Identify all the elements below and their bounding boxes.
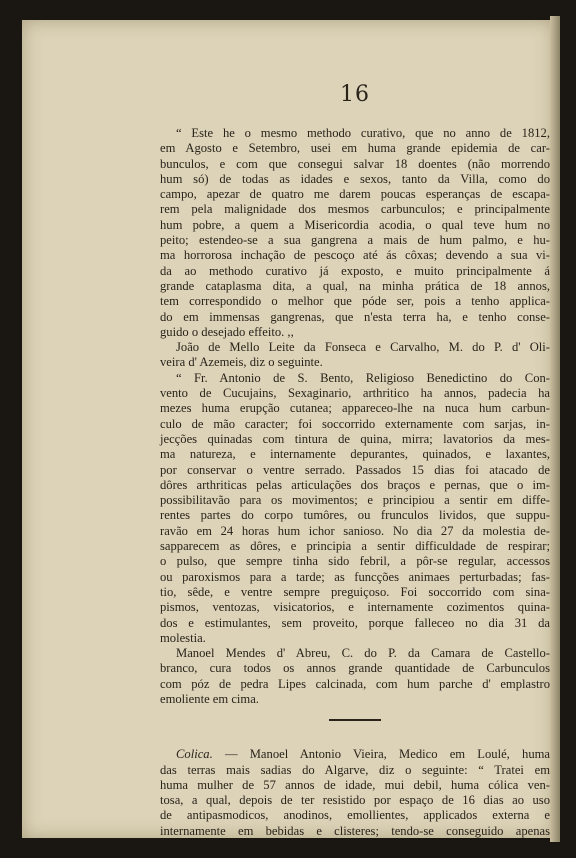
text-line: o pulso, que sempre tinha sido febril, a pôr-se regular, accessos (160, 554, 550, 569)
text-line: huma mulher de 57 annos de idade, mui debil, huma cólica ven- (160, 777, 550, 792)
text-line: dôres arthriticas pelas articulações dos braços e pernas, que o im- (160, 477, 550, 492)
text-line: sapparecem as dôres, e principia a sentir difficuldade de respirar; (160, 539, 550, 554)
text-line: Manoel Mendes d' Abreu, C. do P. da Camara de Castello- (176, 646, 550, 661)
text-line: jecções quinadas com tintura de quina, mirra; lavatorios da mes- (160, 431, 550, 446)
text-line: culo de mão caracter; foi soccorrido externamente com sarjas, in- (160, 416, 550, 431)
text-line: branco, cura todos os annos grande quantidade de Carbunculos (160, 661, 550, 676)
paragraph-4 (160, 646, 550, 707)
text-line: rem pela malignidade dos mesmos carbunculos; e principalmente (160, 202, 550, 217)
text-line: ma natureza, e internamente depurantes, quinados, e laxantes, (160, 447, 550, 462)
page-number: 16 (340, 82, 370, 107)
text-line: do em immensas gangrenas, que n'esta terra ha, e tenho conse- (160, 309, 550, 324)
text-line: hum pobre, a quem a Misericordia acodia, o qual teve hum no (160, 217, 550, 232)
text-line: emoliente em cima. (160, 691, 259, 706)
text-line: de antipasmodicos, anodinos, emollientes, applicados externa e (160, 808, 550, 823)
text-line: ma horrorosa inchação de pescoço até ás côxas; devendo a sua vi- (160, 248, 550, 263)
text-line: da ao methodo curativo já exposto, e muito principalmente á (160, 263, 550, 278)
text-line: pismos, ventozas, visicatorios, e internamente cozimentos quina- (160, 600, 550, 615)
paragraph-2 (160, 340, 550, 371)
text-line: com póz de pedra Lipes calcinada, com hum parche d' emplastro (160, 676, 550, 691)
text-line: molestia. (160, 630, 206, 645)
text-line: guido o desejado effeito. ,, (160, 324, 294, 339)
text-line: vento de Cucujains, Sexaginario, arthritico ha annos, padecia ha (160, 386, 550, 401)
text-line: internamente em bebidas e clisteres; tendo-se conseguido apenas (160, 823, 550, 838)
text-line: ravão em 24 horas hum ichor sanioso. No dia 27 da molestia de- (160, 523, 550, 538)
text-line: das terras mais sadias do Algarve, diz o seguinte: “ Tratei em (160, 762, 550, 777)
text-line: peito; estendeo-se a sua gangrena a mais de hum palmo, e hu- (160, 233, 550, 248)
text-line: rentes partes do corpo tumôres, ou frunculos lividos, que suppu- (160, 508, 550, 523)
text-line: ou paroxismos para a tarde; as funcções animaes perturbadas; fas- (160, 569, 550, 584)
text-line: campo, apezar de quatro me darem poucas esperanças de escapa- (160, 187, 550, 202)
paragraph-1 (160, 126, 550, 340)
section-divider (329, 719, 381, 721)
text-run: — Manoel Antonio Vieira, Medico em Loulé, huma (212, 747, 550, 762)
paragraph-colica (160, 747, 550, 839)
text-line: grande cataplasma dita, a qual, na minha prática de 18 annos, (160, 278, 550, 293)
text-line: dos e estimulantes, sem proveito, porque falleceo no dia 31 da (160, 615, 550, 630)
text-line (160, 747, 550, 762)
text-line: em Agosto e Setembro, usei em huma grande epidemia de car- (160, 141, 550, 156)
text-line: tio, sêde, e ventre sempre preguiçoso. Foi soccorrido com sina- (160, 584, 550, 599)
text-line: hum só) de todas as idades e sexos, tanto da Villa, como do (160, 171, 550, 186)
text-line: tem correspondido o melhor que póde ser, pois a tenho applica- (160, 294, 550, 309)
text-line: “ Fr. Antonio de S. Bento, Religioso Benedictino do Con- (176, 370, 550, 385)
text-line: João de Mello Leite da Fonseca e Carvalho, M. do P. d' Oli- (176, 340, 550, 355)
text-line: possibilitavão para os movimentos; e principiou a sentir em diffe- (160, 493, 550, 508)
text-line: mezes huma erupção cutanea; appareceo-lhe na nuca hum carbun- (160, 401, 550, 416)
text-line: tosa, a qual, depois de ter resistido por espaço de 16 dias ao uso (160, 793, 550, 808)
paragraph-3 (160, 371, 550, 646)
body-text (160, 126, 550, 839)
book-page (22, 20, 554, 838)
section-heading: Colica. (176, 747, 213, 762)
text-line: veira d' Azemeis, diz o seguinte. (160, 355, 323, 370)
text-line: bunculos, e com que consegui salvar 18 doentes (não morrendo (160, 156, 550, 171)
text-line: “ Este he o mesmo methodo curativo, que no anno de 1812, (176, 126, 550, 140)
text-line: por conservar o ventre serrado. Passados 15 dias foi atacado de (160, 462, 550, 477)
